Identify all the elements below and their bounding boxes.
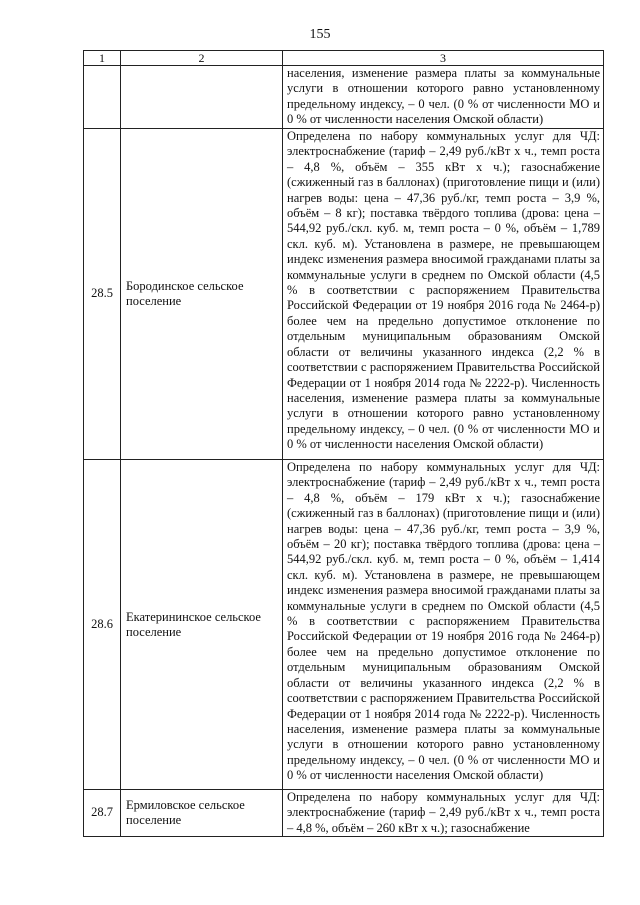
table-row bbox=[84, 790, 604, 837]
table-row bbox=[84, 460, 604, 790]
settlement-name: Ермиловское сельское поселение bbox=[121, 790, 283, 837]
row-number: 28.5 bbox=[84, 129, 121, 460]
page-number: 155 bbox=[309, 27, 331, 42]
row-number: 28.6 bbox=[84, 460, 121, 790]
row-description: Определена по набору коммунальных услуг для ЧД: электроснабжение (тариф – 2,49 руб./кВт х ч., темп роста – 4,8 %, объём – 355 кВт х ч.); газоснабжение (сжиженный газ в баллонах) (приготовление пищи и (или) нагрев воды: цена – 47,36 руб./кг, темп роста – 3,9 %, объём – 8 кг); поставка твёрдого топлива (дрова: цена – 544,92 руб./скл. куб. м, темп роста – 0 %, объём – 1,789 скл. куб. м). Установлена в размере, не превышающем индекс изменения размера вносимой гражданами платы за коммунальные услуги в среднем по Омской области (4,5 % в соответствии с распоряжением Правительства Российской Федерации от 19 ноября 2016 года № 2464-р) более чем на предельно допустимое отклонение по отдельным муниципальным образованиям Омской области от величины указанного индекса (2,2 % в соответствии с распоряжением Правительства Российской Федерации от 1 ноября 2014 года № 2222-р). Численность населения, изменение размера платы за коммунальные услуги в отношении которого равно установленному предельному индексу, – 0 чел. (0 % от численности МО и 0 % от численности населения Омской области) bbox=[283, 129, 604, 460]
settlement-name: Бородинское сельское поселение bbox=[121, 129, 283, 460]
row-number-cell bbox=[84, 66, 121, 129]
row-number: 28.7 bbox=[84, 790, 121, 837]
data-table bbox=[83, 50, 604, 837]
row-description: Определена по набору коммунальных услуг для ЧД: электроснабжение (тариф – 2,49 руб./кВт х ч., темп роста – 4,8 %, объём – 179 кВт х ч.); газоснабжение (сжиженный газ в баллонах) (приготовление пищи и (или) нагрев воды: цена – 47,36 руб./кг, темп роста – 3,9 %, объём – 20 кг); поставка твёрдого топлива (дрова: цена – 544,92 руб./скл. куб. м, темп роста – 0 %, объём – 1,414 скл. куб. м). Установлена в размере, не превышающем индекс изменения размера вносимой гражданами платы за коммунальные услуги в среднем по Омской области (4,5 % в соответствии с распоряжением Правительства Российской Федерации от 19 ноября 2016 года № 2464-р) более чем на предельно допустимое отклонение по отдельным муниципальным образованиям Омской области от величины указанного индекса (2,2 % в соответствии с распоряжением Правительства Российской Федерации от 1 ноября 2014 года № 2222-р). Численность населения, изменение размера платы за коммунальные услуги в отношении которого равно установленному предельному индексу, – 0 чел. (0 % от численности МО и 0 % от численности населения Омской области) bbox=[283, 460, 604, 790]
settlement-name: Екатерининское сельское поселение bbox=[121, 460, 283, 790]
row-description: Определена по набору коммунальных услуг для ЧД: электроснабжение (тариф – 2,49 руб./кВт х ч., темп роста – 4,8 %, объём – 260 кВт х ч.); газоснабжение bbox=[283, 790, 604, 837]
table-row-continuation bbox=[84, 66, 604, 129]
column-header-1: 1 bbox=[84, 51, 121, 66]
table-row bbox=[84, 129, 604, 460]
table-header-row bbox=[84, 51, 604, 66]
row-description: населения, изменение размера платы за коммунальные услуги в отношении которого равно установленному предельному индексу, – 0 чел. (0 % от численности МО и 0 % от численности населения Омской области) bbox=[283, 66, 604, 129]
column-header-2: 2 bbox=[121, 51, 283, 66]
row-name-cell bbox=[121, 66, 283, 129]
column-header-3: 3 bbox=[283, 51, 604, 66]
